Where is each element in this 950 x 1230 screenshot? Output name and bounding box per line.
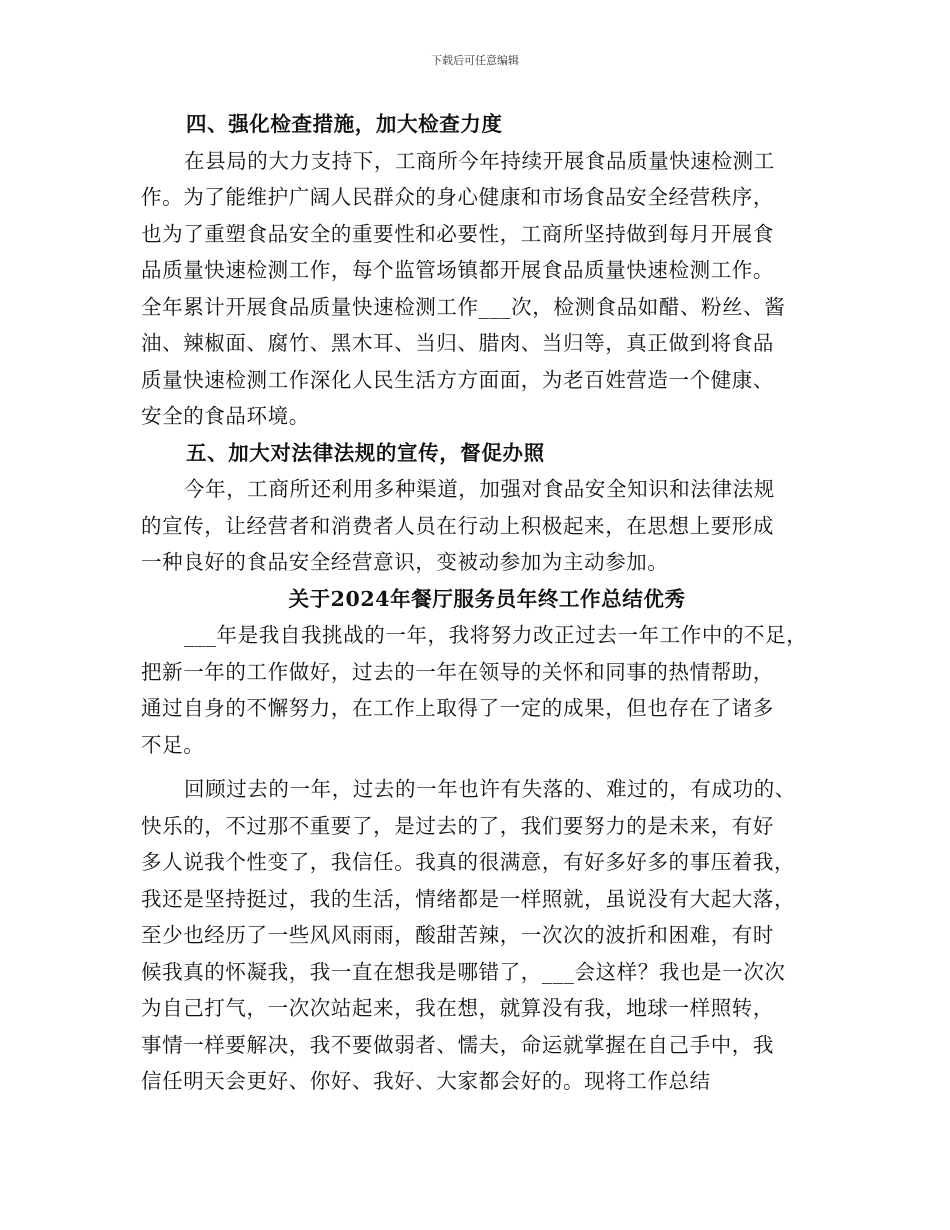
paragraph-line: 事情一样要解决，我不要做弱者、懦夫，命运就掌握在自己手中，我 — [141, 1032, 774, 1057]
paragraph-line: 质量快速检测工作深化人民生活方方面面，为老百姓营造一个健康、 — [141, 367, 774, 392]
paragraph-line: ___年是我自我挑战的一年，我将努力改正过去一年工作中的不足， — [184, 623, 808, 647]
paragraph-line: 为自己打气，一次次站起来，我在想，就算没有我，地球一样照转， — [141, 996, 774, 1020]
paragraph-gap — [141, 763, 821, 771]
paragraph-line: 的宣传，让经营者和消费者人员在行动上积极起来，在思想上要形成 — [141, 513, 774, 538]
section-4-heading: 四、强化检查措施，加大检查力度 — [186, 112, 503, 136]
article-title: 关于2024年餐厅服务员年终工作总结优秀 — [288, 586, 686, 611]
document-body — [141, 106, 821, 1100]
page-header-note: 下载后可任意编辑 — [431, 54, 519, 67]
paragraph-line: 快乐的，不过那不重要了，是过去的了，我们要努力的是未来，有好 — [141, 813, 774, 838]
section-5-heading: 五、加大对法律法规的宣传，督促办照 — [186, 440, 545, 465]
paragraph-line: 品质量快速检测工作，每个监管场镇都开展食品质量快速检测工作。 — [141, 258, 774, 282]
paragraph-line: 至少也经历了一些风风雨雨，酸甜苦辣，一次次的波折和困难，有时 — [141, 923, 774, 947]
paragraph-line: 回顾过去的一年，过去的一年也许有失落的、难过的，有成功的、 — [184, 777, 796, 801]
paragraph-line: 也为了重塑食品安全的重要性和必要性，工商所坚持做到每月开展食 — [141, 221, 774, 246]
paragraph-line: 在县局的大力支持下，工商所今年持续开展食品质量快速检测工 — [184, 148, 775, 173]
paragraph-line: 把新一年的工作做好，过去的一年在领导的关怀和同事的热情帮助， — [141, 659, 774, 684]
paragraph-line: 我还是坚持挺过，我的生活，情绪都是一样照就，虽说没有大起大落， — [141, 886, 796, 911]
paragraph-line: 全年累计开展食品质量快速检测工作___次，检测食品如醋、粉丝、酱 — [141, 294, 786, 319]
paragraph-line: 作。为了能维护广阔人民群众的身心健康和市场食品安全经营秩序， — [141, 185, 774, 209]
paragraph-line: 今年，工商所还利用多种渠道，加强对食品安全知识和法律法规 — [184, 477, 775, 501]
paragraph-line: 信任明天会更好、你好、我好、大家都会好的。现将工作总结 — [141, 1069, 711, 1093]
paragraph-line: 通过自身的不懈努力，在工作上取得了一定的成果，但也存在了诸多 — [141, 696, 774, 720]
paragraph-line: 油、辣椒面、腐竹、黑木耳、当归、腊肉、当归等，真正做到将食品 — [141, 331, 774, 355]
paragraph-line: 安全的食品环境。 — [141, 404, 310, 428]
paragraph-line: 不足。 — [141, 732, 205, 757]
paragraph-line: 多人说我个性变了，我信任。我真的很满意，有好多好多的事压着我， — [141, 850, 796, 874]
paragraph-line: 一种良好的食品安全经营意识，变被动参加为主动参加。 — [141, 550, 669, 574]
paragraph-line: 候我真的怀凝我，我一直在想我是哪错了，___会这样？我也是一次次 — [141, 959, 786, 984]
